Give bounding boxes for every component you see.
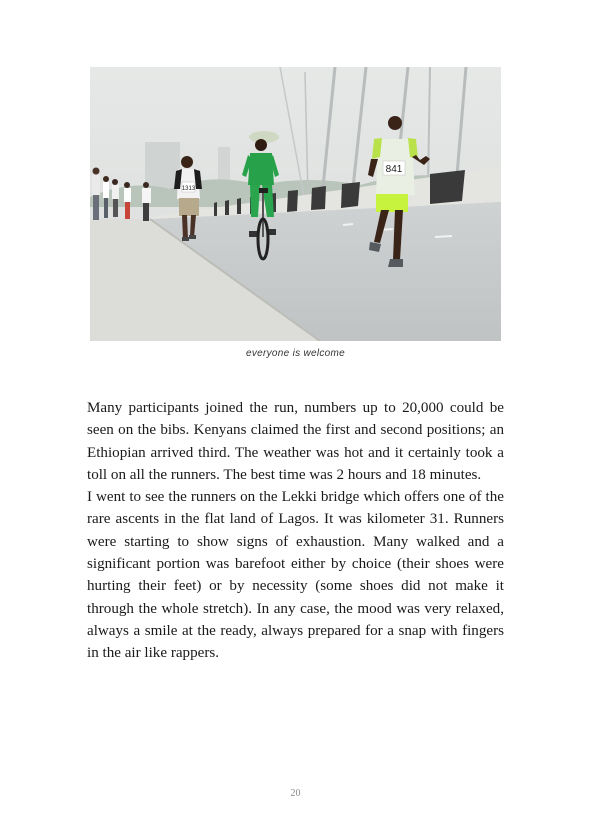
svg-text:1313: 1313 xyxy=(181,186,196,192)
photo-illustration xyxy=(90,67,501,341)
page-number: 20 xyxy=(290,788,301,799)
paragraph: Many participants joined the run, numbers up to 20,000 could be seen on the bibs. Kenyans claimed the first and second positions; an Ethiopian arrived third. The weather was hot and it certainly took a toll on all the runners. The best time was 2 hours and 18 minutes. xyxy=(87,400,504,483)
article-body xyxy=(87,397,504,665)
marathon-photo xyxy=(90,67,501,341)
photo-caption: everyone is welcome xyxy=(245,348,346,359)
svg-text:841: 841 xyxy=(385,164,403,175)
paragraph: I went to see the runners on the Lekki bridge which offers one of the rare ascents in the flat land of Lagos. It was kilometer 31. Runners were starting to show signs of exhaustion. Many walked and a significant portion was barefoot either by choice (their shoes were hurting their feet) or by necessity (some shoes did not make it through the whole stretch). In any case, the mood was very relaxed, always a smile at the ready, always prepared for a snap with fingers in the air like rappers. xyxy=(87,489,504,662)
